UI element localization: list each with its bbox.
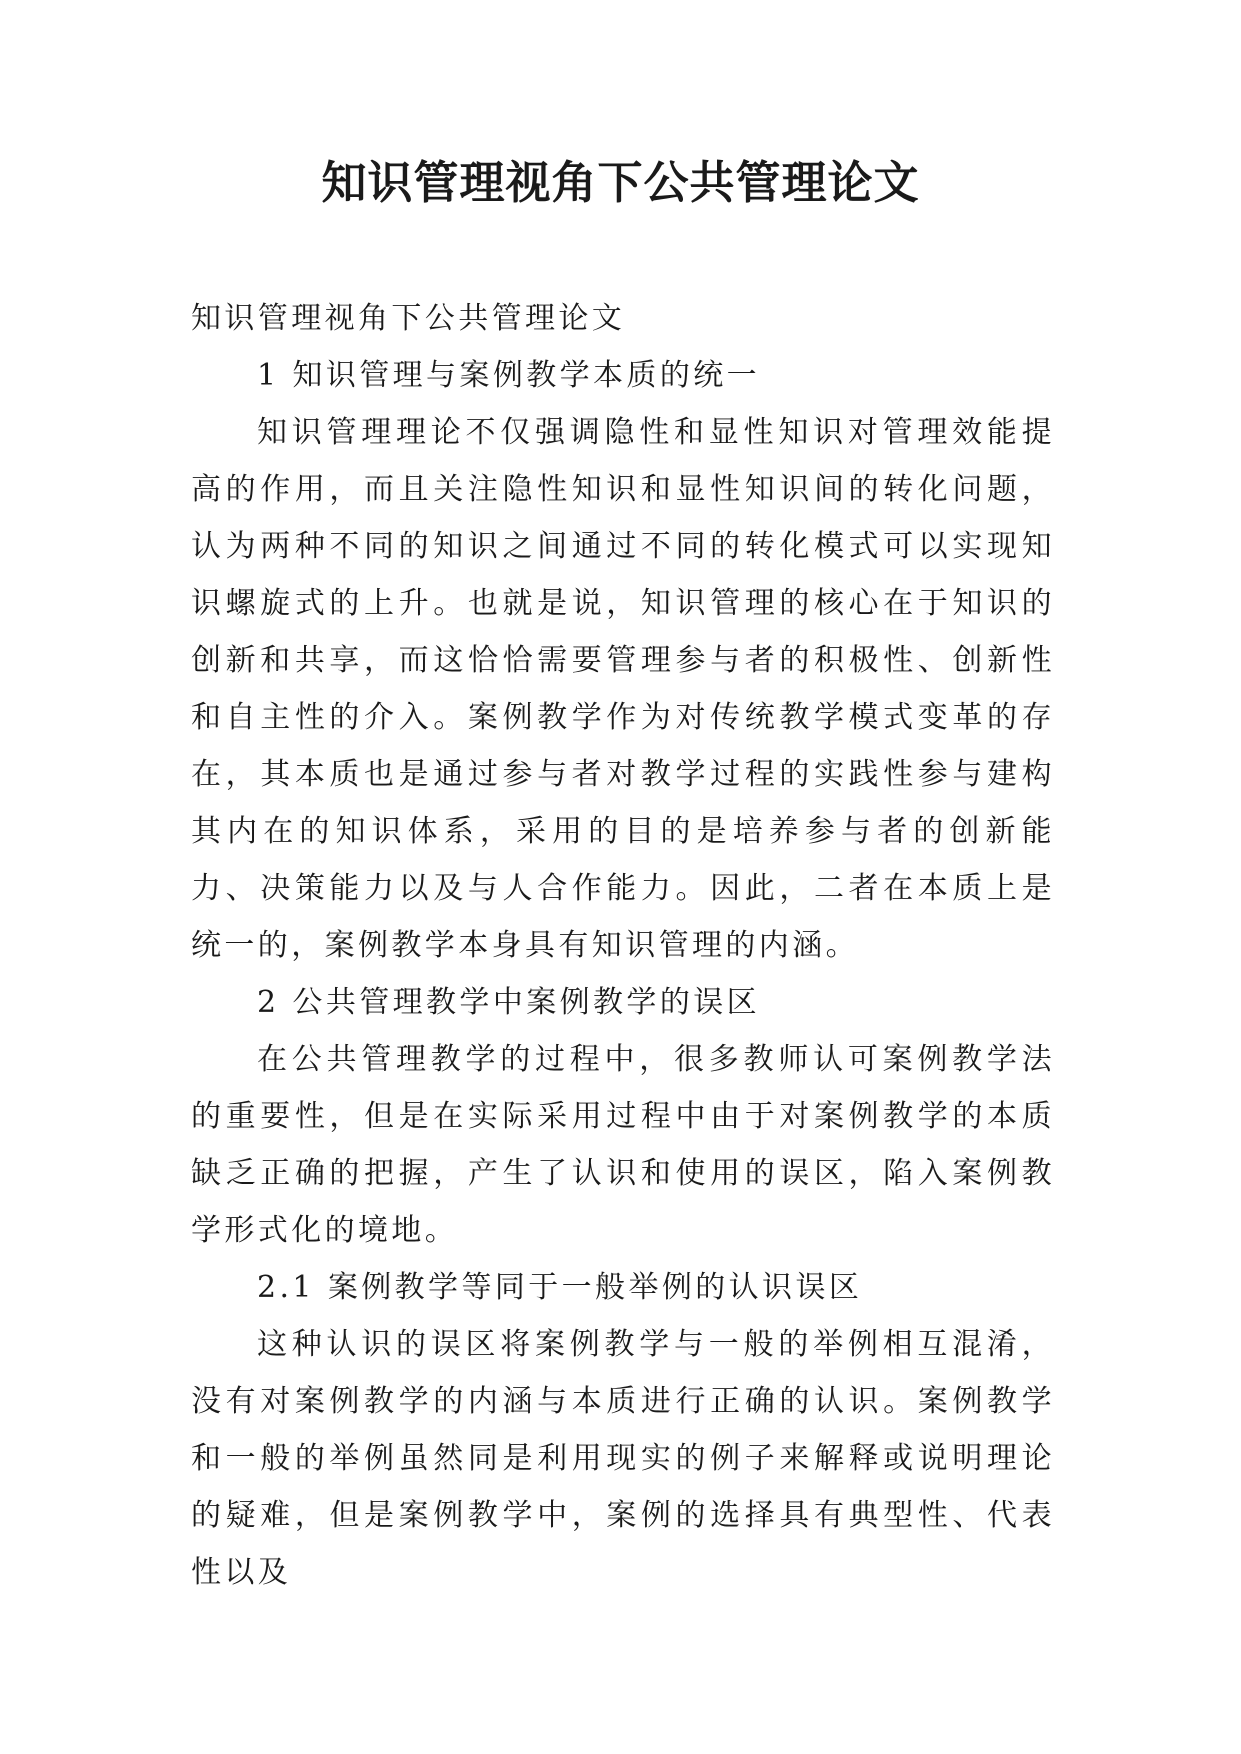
document-body [191,290,1055,1601]
section-2-1-heading: 2.1 案例教学等同于一般举例的认识误区 [257,1270,863,1305]
section-1-heading: 1 知识管理与案例教学本质的统一 [257,358,761,393]
section-2-heading: 2 公共管理教学中案例教学的误区 [257,985,761,1020]
subtitle-line: 知识管理视角下公共管理论文 [191,301,626,336]
section-2-paragraph: 在公共管理教学的过程中，很多教师认可案例教学法的重要性，但是在实际采用过程中由于对案例教学的本质缺乏正确的把握，产生了认识和使用的误区，陷入案例教学形式化的境地。 [191,1042,1055,1248]
document-title: 知识管理视角下公共管理论文 [321,156,920,209]
section-2-1-paragraph: 这种认识的误区将案例教学与一般的举例相互混淆，没有对案例教学的内涵与本质进行正确的认识。案例教学和一般的举例虽然同是利用现实的例子来解释或说明理论的疑难，但是案例教学中，案例的选择具有典型性、代表性以及 [191,1327,1055,1590]
section-1-paragraph: 知识管理理论不仅强调隐性和显性知识对管理效能提高的作用，而且关注隐性知识和显性知识间的转化问题，认为两种不同的知识之间通过不同的转化模式可以实现知识螺旋式的上升。也就是说，知识管理的核心在于知识的创新和共享，而这恰恰需要管理参与者的积极性、创新性和自主性的介入。案例教学作为对传统教学模式变革的存在，其本质也是通过参与者对教学过程的实践性参与建构其内在的知识体系，采用的目的是培养参与者的创新能力、决策能力以及与人合作能力。因此，二者在本质上是统一的，案例教学本身具有知识管理的内涵。 [191,415,1055,963]
